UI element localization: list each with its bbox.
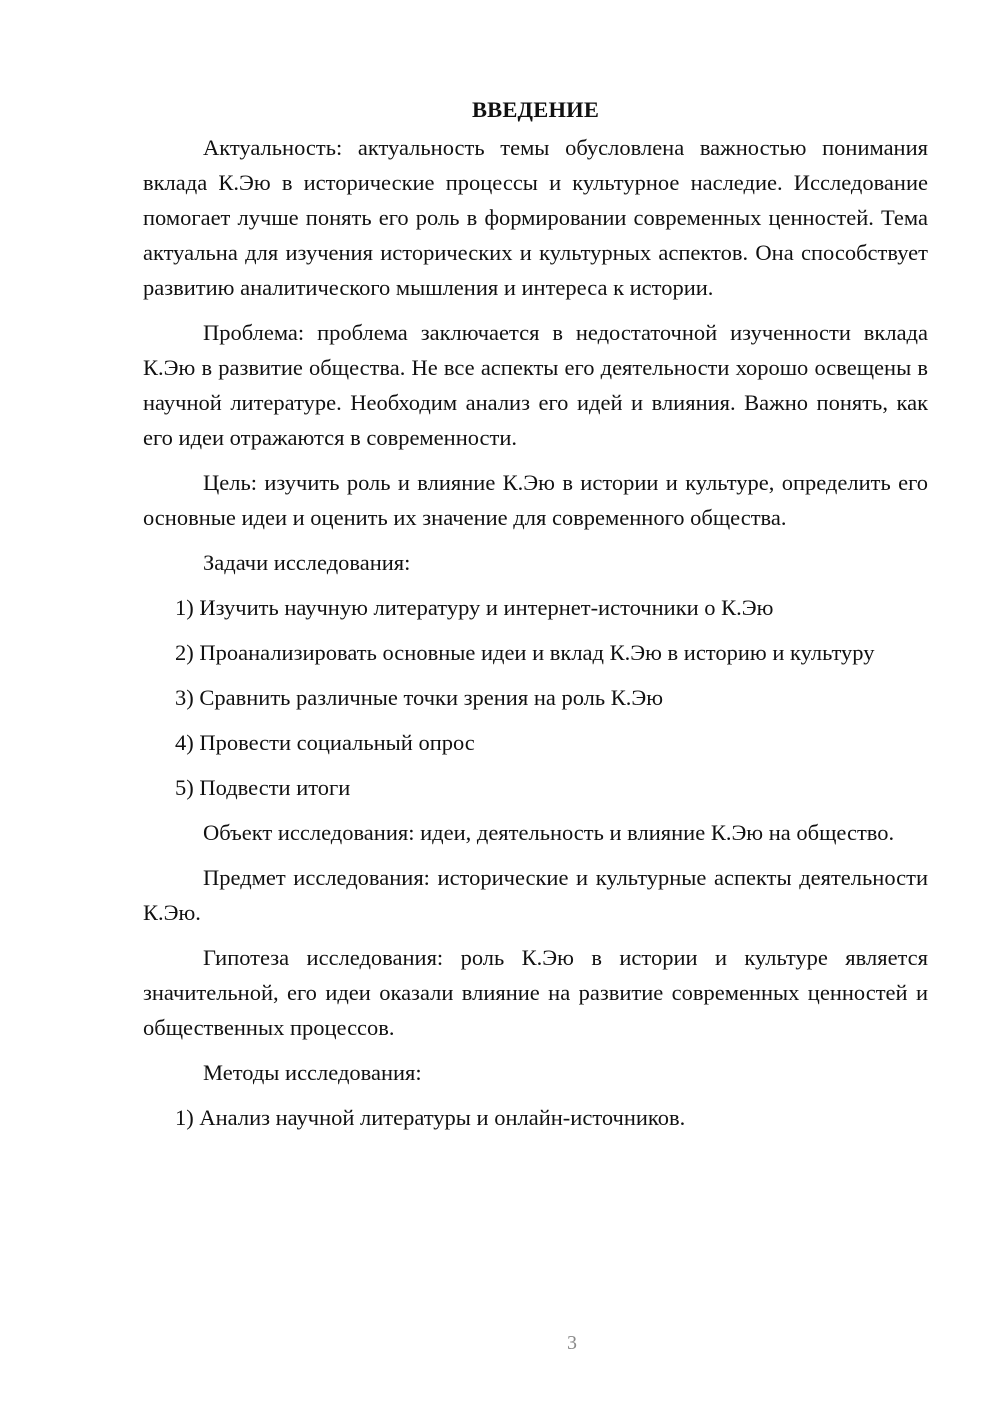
task-item: 2) Проанализировать основные идеи и вклад К.Эю в историю и культуру (175, 640, 875, 665)
object-paragraph: Объект исследования: идеи, деятельность и влияние К.Эю на общество. (203, 820, 895, 845)
problem-paragraph: Проблема: проблема заключается в недостаточной изученности вклада К.Эю в развитие общества. Не все аспекты его деятельности хорошо освещены в научной литературе. Необходим анализ его идей и влияния. Важно понять, как его идеи отражаются в современности. (143, 320, 928, 450)
section-heading: ВВЕДЕНИЕ (471, 97, 600, 122)
task-item: 3) Сравнить различные точки зрения на роль К.Эю (175, 685, 664, 710)
relevance-paragraph: Актуальность: актуальность темы обусловлена важностью понимания вклада К.Эю в исторические процессы и культурное наследие. Исследование помогает лучше понять его роль в формировании современных ценностей. Тема актуальна для изучения исторических и культурных аспектов. Она способствует развитию аналитического мышления и интереса к истории. (143, 135, 928, 300)
task-item: 1) Изучить научную литературу и интернет-источники о К.Эю (175, 595, 774, 620)
hypothesis-paragraph: Гипотеза исследования: роль К.Эю в истории и культуре является значительной, его идеи оказали влияние на развитие современных ценностей и общественных процессов. (143, 945, 928, 1040)
method-item: 1) Анализ научной литературы и онлайн-источников. (175, 1105, 686, 1130)
subject-paragraph: Предмет исследования: исторические и культурные аспекты деятельности К.Эю. (143, 865, 928, 925)
methods-title: Методы исследования: (203, 1060, 422, 1085)
goal-paragraph: Цель: изучить роль и влияние К.Эю в истории и культуре, определить его основные идеи и оценить их значение для современного общества. (143, 470, 928, 530)
task-item: 5) Подвести итоги (175, 775, 351, 800)
task-item: 4) Провести социальный опрос (175, 730, 475, 755)
page-content (143, 92, 928, 1145)
page-number: 3 (567, 1332, 577, 1354)
tasks-title: Задачи исследования: (203, 550, 411, 575)
